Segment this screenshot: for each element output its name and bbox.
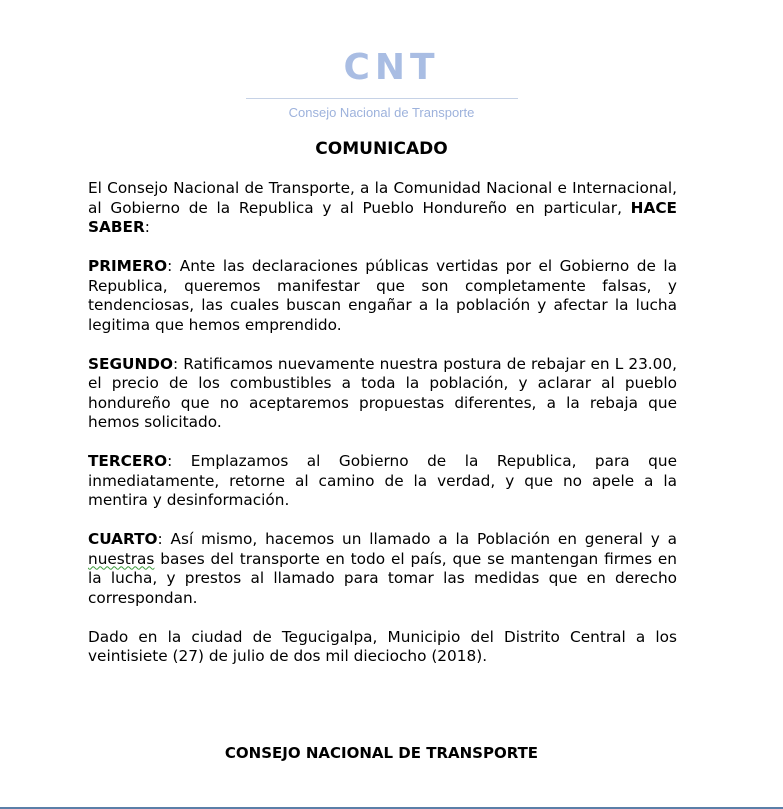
- section-text: bases del transporte en todo el país, que se mantengan firmes en la lucha, y prestos al llamado para tomar las medidas que en derecho correspondan.: [88, 549, 677, 607]
- section-text: : Así mismo, hacemos un llamado a la Población en general y a: [157, 530, 677, 548]
- section-text: : Emplazamos al Gobierno de la Republica, para que inmediatamente, retorne al camino de la verdad, y que no apele a la mentira y desinformación.: [88, 452, 677, 509]
- document-title: COMUNICADO: [315, 139, 448, 159]
- section-heading: TERCERO: [88, 452, 168, 470]
- closing-paragraph: Dado en la ciudad de Tegucigalpa, Municipio del Distrito Central a los veintisiete (27) de julio de dos mil dieciocho (2018).: [88, 627, 677, 665]
- organization-name: Consejo Nacional de Transporte: [288, 105, 475, 120]
- section-heading: SEGUNDO: [88, 354, 173, 373]
- letterhead-divider: [246, 98, 518, 99]
- section-tercero: [88, 452, 677, 511]
- intro-end: :: [144, 218, 150, 236]
- intro-emphasis: HACE SABER: [88, 198, 677, 236]
- spellcheck-flagged-word[interactable]: nuestras: [88, 549, 155, 568]
- intro-text: El Consejo Nacional de Transporte, a la Comunidad Nacional e Internacional, al Gobierno de la Republica y al Pueblo Hondureño en particular,: [88, 179, 677, 217]
- section-text: : Ratificamos nuevamente nuestra postura de rebajar en L 23.00, el precio de los combustibles a toda la población, y aclarar al pueblo hondureño que no aceptaremos propuestas diferentes, a la rebaja que hemos solicitado.: [88, 354, 677, 431]
- document-body: [88, 179, 677, 686]
- intro-paragraph: [88, 179, 677, 238]
- section-cuarto: [88, 530, 677, 608]
- section-heading: PRIMERO: [88, 257, 168, 275]
- section-text: : Ante las declaraciones públicas vertidas por el Gobierno de la Republica, queremos manifestar que son completamente falsas, y tendenciosas, las cuales buscan engañar a la población y afectar la lucha legitima que hemos emprendido.: [88, 257, 677, 334]
- section-segundo: [88, 355, 677, 433]
- section-primero: [88, 257, 677, 335]
- section-heading: CUARTO: [88, 530, 158, 548]
- signature: CONSEJO NACIONAL DE TRANSPORTE: [224, 744, 539, 762]
- cnt-logo: CNT: [343, 47, 440, 88]
